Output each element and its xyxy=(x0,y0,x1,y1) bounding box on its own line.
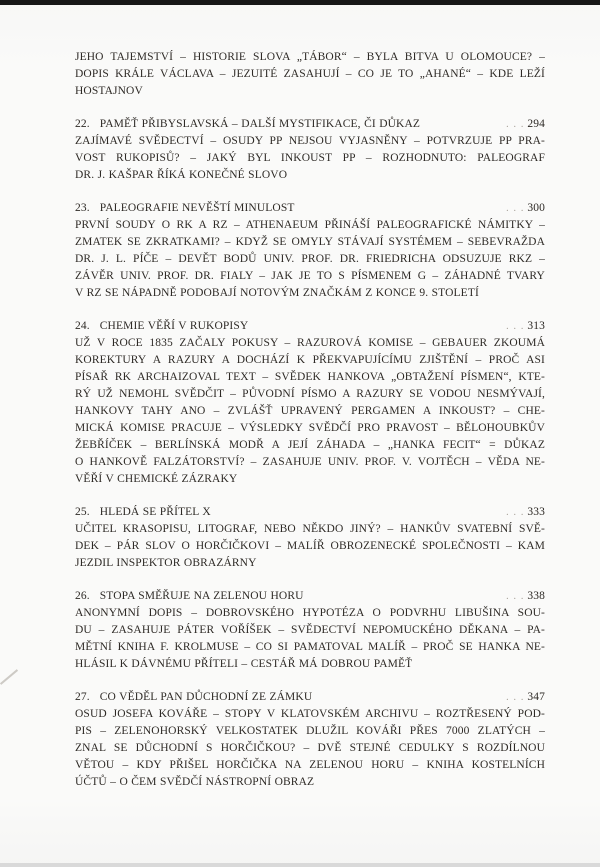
text-line: DOPIS KRÁLE VÁCLAVA – JEZUITÉ ZASAHUJÍ – CO JE TO „AHANÉ“ – KDE LEŽÍ xyxy=(75,68,545,80)
entry-description xyxy=(75,706,545,791)
entry-title: PAMĚŤ PŘIBYSLAVSKÁ – DALŠÍ MYSTIFIKACE, ČI DŮKAZ xyxy=(99,118,421,130)
text-line: MĚTNÍ KNIHA F. KROLMUSE – CO SI PAMATOVAL MALÍŘ – PROČ SE HANKA NE- xyxy=(75,641,545,653)
text-line: PIS – ZELENOHORSKÝ VELKOSTATEK DLUŽIL KOVÁŘI PŘES 7000 ZLATÝCH – xyxy=(75,725,545,737)
entry-number: 23. xyxy=(75,202,90,214)
text-line: RÝ UŽ NEMOHL SVĚDČIT – PŮVODNÍ PÍSMO A RAZURY SE VODOU NESMÝVAJÍ, xyxy=(75,388,545,400)
dot-leader: . . . xyxy=(506,203,525,214)
text-line: JEZDIL INSPEKTOR OBRAZÁRNY xyxy=(75,557,257,569)
entry-page-number: 347 xyxy=(527,691,545,703)
entry-page-number: 294 xyxy=(527,118,545,130)
entry-description xyxy=(75,335,545,488)
entry-description xyxy=(75,133,545,184)
text-line: HOSTAJNOV xyxy=(75,85,143,97)
text-line: ZNAL SE DŮCHODNÍ S HORČIČKOU? – DVĚ STEJNÉ CEDULKY S ROZDÍLNOU xyxy=(75,742,545,754)
text-line: MICKÁ KOMISE PRACUJE – VÝSLEDKY SVĚDČÍ PRO PRAVOST – BĚLOHOUBKŮV xyxy=(75,422,545,434)
entry-page-number: 333 xyxy=(527,506,545,518)
toc-content xyxy=(75,49,545,791)
entry-title: CO VĚDĚL PAN DŮCHODNÍ ZE ZÁMKU xyxy=(99,691,313,703)
entry-title-row xyxy=(75,318,545,335)
text-line: DEK – PÁR SLOV O HORČIČKOVI – MALÍŘ OBROZENECKÉ SPOLEČNOSTI – KAM xyxy=(75,540,545,552)
entry-page-number: 338 xyxy=(527,590,545,602)
text-line: UŽ V ROCE 1835 ZAČALY POKUSY – RAZUROVÁ KOMISE – GEBAUER ZKOUMÁ xyxy=(75,337,545,349)
text-line: HANKOVY TAHY ANO – ZVLÁŠŤ UPRAVENÝ PERGAMEN A INKOUST? – CHE- xyxy=(75,405,545,417)
dot-leader: . . . xyxy=(506,692,525,703)
text-line: JEHO TAJEMSTVÍ – HISTORIE SLOVA „TÁBOR“ – BYLA BITVA U OLOMOUCE? – xyxy=(75,51,545,63)
toc-intro-continuation xyxy=(75,49,545,100)
text-line: ZAJÍMAVÉ SVĚDECTVÍ – OSUDY PP NEJSOU VYJASNĚNY – POTVRZUJE PP PRA- xyxy=(75,135,545,147)
entry-title: STOPA SMĚŘUJE NA ZELENOU HORU xyxy=(99,590,304,602)
scan-artifact-mark xyxy=(0,669,18,685)
text-line: ZMATEK SE ZKRATKAMI? – KDYŽ SE OMYLY STÁVAJÍ SYSTÉMEM – SEBEVRAŽDA xyxy=(75,236,545,248)
entry-title: CHEMIE VĚŘÍ V RUKOPISY xyxy=(99,320,249,332)
entry-number: 27. xyxy=(75,691,90,703)
scan-edge-bottom xyxy=(0,863,600,867)
toc-entry xyxy=(75,116,545,184)
text-line: VĚTOU – KDY PŘIŠEL HORČIČKA NA ZELENOU HORU – KNIHA KOSTELNÍCH xyxy=(75,759,545,771)
text-line: DR. J. KAŠPAR ŘÍKÁ KONEČNÉ SLOVO xyxy=(75,169,288,181)
entry-title-row xyxy=(75,588,545,605)
text-line: KOREKTURY A RAZURY A DOCHÁZÍ K PŘEKVAPUJÍCÍMU ZJIŠTĚNÍ – PROČ ASI xyxy=(75,354,545,366)
entry-number: 26. xyxy=(75,590,90,602)
text-line: PÍSAŘ RK ARCHAIZOVAL TEXT – SVĚDEK HANKOVA „OBTAŽENÍ PÍSMEN“, KTE- xyxy=(75,371,545,383)
text-line: DR. J. L. PÍČE – DEVĚT BODŮ UNIV. PROF. DR. FRIEDRICHA ODSUZUJE RKZ – xyxy=(75,253,545,265)
text-line: HLÁSIL K DÁVNÉMU PŘÍTELI – CESTÁŘ MÁ DOBROU PAMĚŤ xyxy=(75,658,413,670)
text-line: UČITEL KRASOPISU, LITOGRAF, NEBO NĚKDO JINÝ? – HANKŮV SVATEBNÍ SVĚ- xyxy=(75,523,545,535)
toc-entry xyxy=(75,689,545,791)
text-line: PRVNÍ SOUDY O RK A RZ – ATHENAEUM PŘINÁŠÍ PALEOGRAFICKÉ NÁMITKY – xyxy=(75,219,545,231)
text-line: O HANKOVĚ FALZÁTORSTVÍ? – ZASAHUJE UNIV. PROF. V. VOJTĚCH – VĚDA NE- xyxy=(75,456,545,468)
toc-entry xyxy=(75,504,545,572)
entry-title-row xyxy=(75,689,545,706)
toc-entries xyxy=(75,116,545,791)
text-line: ŽEBŘÍČEK – BERLÍNSKÁ MODŘ A JEJÍ ZÁHADA – „HANKA FECIT“ = DŮKAZ xyxy=(75,439,545,451)
entry-number: 25. xyxy=(75,506,90,518)
entry-title-row xyxy=(75,116,545,133)
entry-title-row xyxy=(75,504,545,521)
toc-entry xyxy=(75,588,545,673)
toc-entry xyxy=(75,200,545,302)
text-line: OSUD JOSEFA KOVÁŘE – STOPY V KLATOVSKÉM ARCHIVU – ROZTŘESENÝ POD- xyxy=(75,708,545,720)
dot-leader: . . . xyxy=(506,321,525,332)
scan-edge-top xyxy=(0,0,600,5)
entry-page-number: 313 xyxy=(527,320,545,332)
text-line: ZÁVĚR UNIV. PROF. DR. FIALY – JAK JE TO S PÍSMENEM G – ZÁHADNÉ TVARY xyxy=(75,270,545,282)
dot-leader: . . . xyxy=(506,507,525,518)
entry-description xyxy=(75,605,545,673)
entry-description xyxy=(75,217,545,302)
toc-entry xyxy=(75,318,545,488)
entry-page-number: 300 xyxy=(527,202,545,214)
text-line: VĚŘÍ V CHEMICKÉ ZÁZRAKY xyxy=(75,473,238,485)
entry-description xyxy=(75,521,545,572)
entry-title: HLEDÁ SE PŘÍTEL X xyxy=(99,506,211,518)
dot-leader: . . . xyxy=(506,591,525,602)
entry-number: 22. xyxy=(75,118,90,130)
text-line: ÚČTŮ – O ČEM SVĚDČÍ NÁSTROPNÍ OBRAZ xyxy=(75,776,315,788)
text-line: DU – ZASAHUJE PÁTER VOŘÍŠEK – SVĚDECTVÍ NEPOMUCKÉHO DĚKANA – PA- xyxy=(75,624,545,636)
entry-title-row xyxy=(75,200,545,217)
text-line: VOST RUKOPISŮ? – JAKÝ BYL INKOUST PP – ROZHODNUTO: PALEOGRAF xyxy=(75,152,545,164)
dot-leader: . . . xyxy=(506,119,525,130)
text-line: V RZ SE NÁPADNĚ PODOBAJÍ NOTOVÝM ZNAČKÁM Z KONCE 9. STOLETÍ xyxy=(75,287,479,299)
text-line: ANONYMNÍ DOPIS – DOBROVSKÉHO HYPOTÉZA O PODVRHU LIBUŠINA SOU- xyxy=(75,607,545,619)
entry-number: 24. xyxy=(75,320,90,332)
entry-title: PALEOGRAFIE NEVĚŠTÍ MINULOST xyxy=(99,202,295,214)
